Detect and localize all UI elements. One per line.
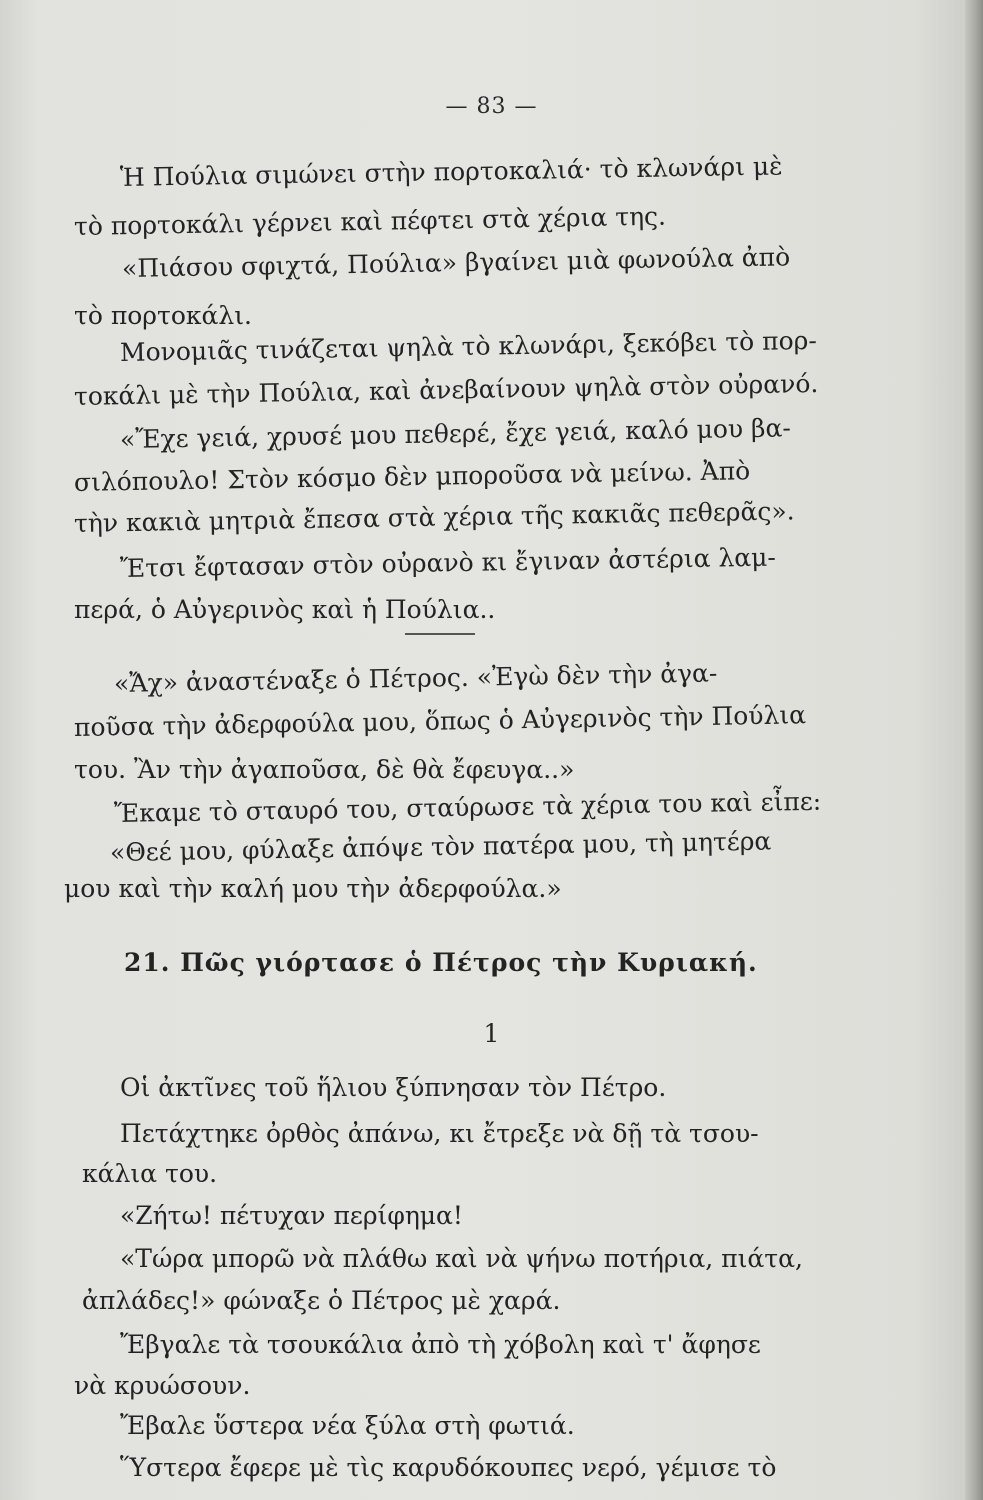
subsection-number: 1 <box>483 1019 500 1048</box>
section-divider <box>405 633 475 635</box>
page-number: — 83 — <box>445 94 538 119</box>
text-line: «Θεέ μου, φύλαξε ἀπόψε τὸν πατέρα μου, τὴ μητέρα <box>109 826 772 867</box>
text-line: Ἔβγαλε τὰ τσουκάλια ἀπὸ τὴ χόβολη καὶ τ' ἄφησε <box>120 1330 761 1359</box>
text-line: μου καὶ τὴν καλή μου τὴν ἀδερφούλα.» <box>64 874 562 903</box>
text-line: «Τώρα μπορῶ νὰ πλάθω καὶ νὰ ψήνω ποτήρια, πιάτα, <box>120 1244 803 1273</box>
text-line: τὸ πορτοκάλι γέρνει καὶ πέφτει στὰ χέρια της. <box>73 201 667 241</box>
text-line: Ὕστερα ἔφερε μὲ τὶς καρυδόκουπες νερό, γέμισε τὸ <box>120 1453 777 1482</box>
text-line: περά, ὁ Αὐγερινὸς καὶ ἡ Πούλια.. <box>74 595 496 624</box>
text-line: τὸ πορτοκάλι. <box>74 301 252 330</box>
text-line: «Ἔχε γειά, χρυσέ μου πεθερέ, ἔχε γειά, καλό μου βα- <box>119 413 792 454</box>
text-line: Ἔβαλε ὕστερα νέα ξύλα στὴ φωτιά. <box>120 1411 575 1440</box>
text-line: τὴν κακιὰ μητριὰ ἔπεσα στὰ χέρια τῆς κακιᾶς πεθερᾶς». <box>73 496 795 538</box>
text-line: του. Ἂν τὴν ἀγαποῦσα, δὲ θὰ ἔφευγα..» <box>74 755 575 784</box>
section-heading: 21. Πῶς γιόρτασε ὁ Πέτρος τὴν Κυριακή. <box>124 948 758 977</box>
text-line: Πετάχτηκε ὀρθὸς ἀπάνω, κι ἔτρεξε νὰ δῇ τὰ τσου- <box>120 1119 759 1148</box>
text-line: «Πιάσου σφιχτά, Πούλια» βγαίνει μιὰ φωνούλα ἀπὸ <box>121 242 791 283</box>
text-line: ἀπλάδες!» φώναξε ὁ Πέτρος μὲ χαρά. <box>82 1286 561 1315</box>
text-line: «Ἄχ» ἀναστέναξε ὁ Πέτρος. «Ἐγὼ δὲν τὴν ἀγα- <box>113 658 718 698</box>
text-line: νὰ κρυώσουν. <box>74 1371 251 1400</box>
page-spine-shadow <box>965 0 983 1500</box>
text-line: Ἡ Πούλια σιμώνει στὴν πορτοκαλιά· τὸ κλωνάρι μὲ <box>119 151 783 192</box>
text-line: κάλια του. <box>82 1159 218 1188</box>
text-line: Οἱ ἀκτῖνες τοῦ ἥλιου ξύπνησαν τὸν Πέτρο. <box>120 1073 667 1102</box>
text-line: Μονομιᾶς τινάζεται ψηλὰ τὸ κλωνάρι, ξεκόβει τὸ πορ- <box>119 325 818 367</box>
text-line: σιλόπουλο! Στὸν κόσμο δὲν μποροῦσα νὰ μείνω. Ἀπὸ <box>73 456 751 497</box>
text-line: Ἔτσι ἔφτασαν στὸν οὐρανὸ κι ἔγιναν ἀστέρια λαμ- <box>119 542 777 583</box>
text-line: «Ζήτω! πέτυχαν περίφημα! <box>120 1201 463 1230</box>
text-line: Ἔκαμε τὸ σταυρό του, σταύρωσε τὰ χέρια του καὶ εἶπε: <box>113 786 822 828</box>
text-line: τοκάλι μὲ τὴν Πούλια, καὶ ἀνεβαίνουν ψηλὰ στὸν οὐρανό. <box>73 369 819 411</box>
text-line: ποῦσα τὴν ἀδερφούλα μου, ὅπως ὁ Αὐγερινὸς τὴν Πούλια <box>73 700 807 742</box>
